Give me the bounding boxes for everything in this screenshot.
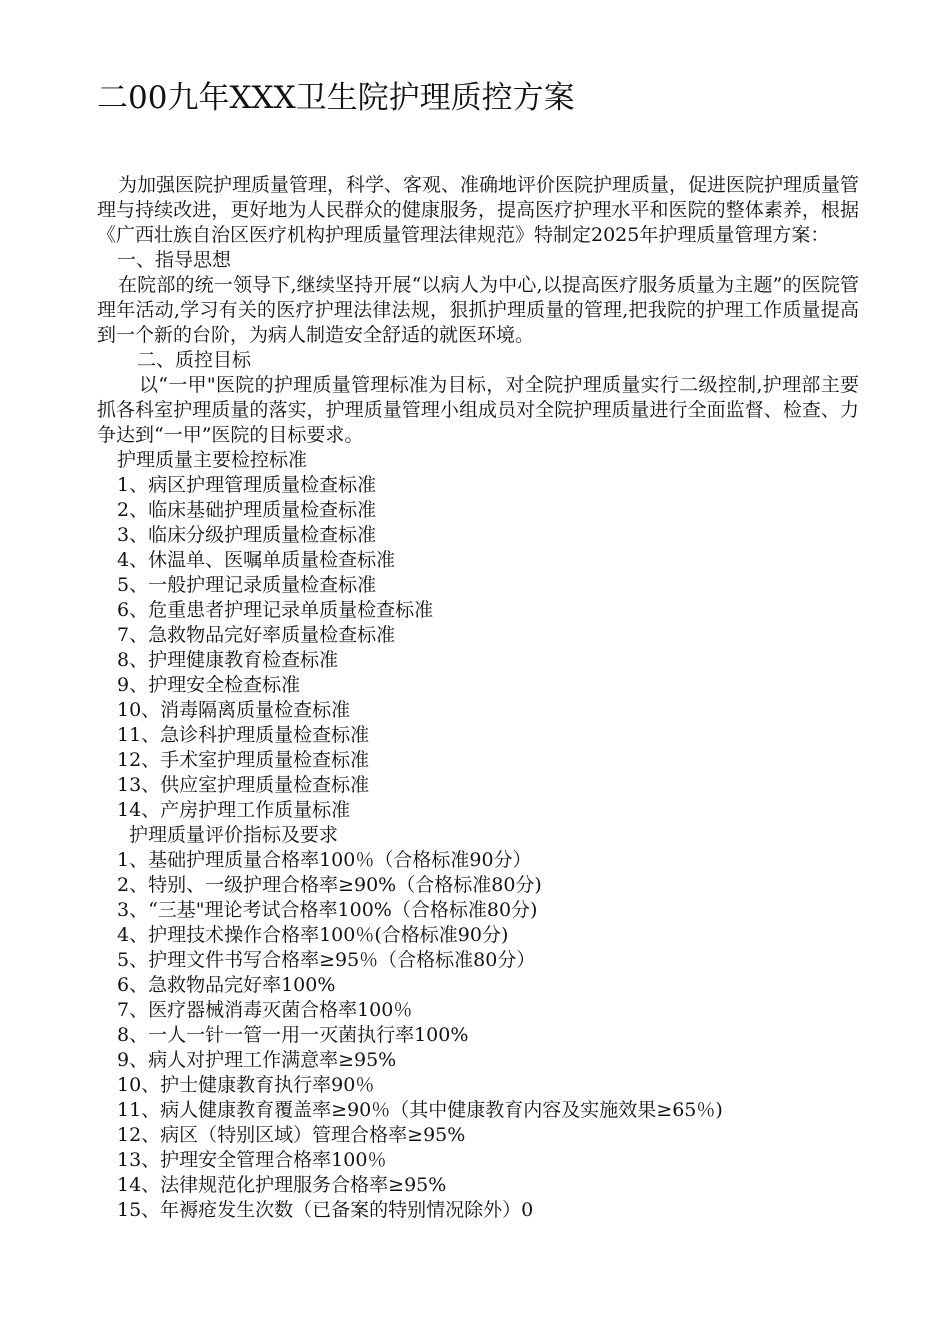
list-item: 14、法律规范化护理服务合格率≥95%	[117, 1174, 447, 1196]
list-item: 3、“三基"理论考试合格率100%（合格标准80分)	[117, 899, 538, 921]
list-item: 8、一人一针一管一用一灭菌执行率100%	[117, 1024, 469, 1046]
list-item: 12、手术室护理质量检查标准	[117, 749, 370, 771]
list-item: 7、急救物品完好率质量检查标准	[117, 624, 396, 646]
list-item: 6、危重患者护理记录单质量检查标准	[117, 599, 434, 621]
indicators-heading: 护理质量评价指标及要求	[129, 824, 339, 846]
list-item: 9、病人对护理工作满意率≥95%	[117, 1049, 397, 1071]
list-item: 2、临床基础护理质量检查标准	[117, 499, 377, 521]
list-item: 5、一般护理记录质量检查标准	[117, 574, 377, 596]
indicators-list	[97, 848, 859, 1223]
section-heading-guiding-ideology: 一、指导思想	[117, 249, 232, 271]
quality-goals-paragraph: 以“一甲"医院的护理质量管理标准为目标，对全院护理质量实行二级控制,护理部主要抓各科室护理质量的落实，护理质量管理小组成员对全院护理质量进行全面监督、检查、力争达到“一甲”医院的目标要求。	[97, 374, 859, 446]
list-item: 5、护理文件书写合格率≥95％（合格标准80分）	[117, 949, 536, 971]
standards-heading: 护理质量主要检控标准	[117, 449, 308, 471]
standards-list	[97, 473, 859, 823]
document-body	[97, 173, 859, 1223]
section-heading-quality-goals: 二、质控目标	[137, 349, 252, 371]
list-item: 13、供应室护理质量检查标准	[117, 774, 370, 796]
list-item: 15、年褥疮发生次数（已备案的特别情况除外）0	[117, 1199, 534, 1221]
list-item: 2、特别、一级护理合格率≥90%（合格标准80分)	[117, 874, 542, 896]
list-item: 1、病区护理管理质量检查标准	[117, 474, 377, 496]
list-item: 13、护理安全管理合格率100％	[117, 1149, 387, 1171]
list-item: 3、临床分级护理质量检查标准	[117, 524, 377, 546]
list-item: 4、护理技术操作合格率100％(合格标准90分)	[117, 924, 509, 946]
list-item: 11、急诊科护理质量检查标准	[117, 724, 370, 746]
list-item: 11、病人健康教育覆盖率≥90％（其中健康教育内容及实施效果≥65％)	[117, 1099, 723, 1121]
document-title: 二00九年XXX卫生院护理质控方案	[97, 80, 575, 116]
intro-paragraph: 为加强医院护理质量管理，科学、客观、准确地评价医院护理质量，促进医院护理质量管理与持续改进，更好地为人民群众的健康服务，提高医疗护理水平和医院的整体素养，根据《广西壮族自治区医疗机构护理质量管理法律规范》特制定2025年护理质量管理方案：	[97, 174, 860, 246]
list-item: 9、护理安全检查标准	[117, 674, 301, 696]
list-item: 8、护理健康教育检查标准	[117, 649, 339, 671]
list-item: 7、医疗器械消毒灭菌合格率100％	[117, 999, 413, 1021]
list-item: 1、基础护理质量合格率100％（合格标准90分）	[117, 849, 532, 871]
list-item: 12、病区（特别区域）管理合格率≥95%	[117, 1124, 466, 1146]
list-item: 10、护士健康教育执行率90％	[117, 1074, 375, 1096]
list-item: 4、休温单、医嘱单质量检查标准	[117, 549, 396, 571]
list-item: 10、消毒隔离质量检查标准	[117, 699, 351, 721]
guiding-ideology-paragraph: 在院部的统一领导下,继续坚持开展“以病人为中心,以提高医疗服务质量为主题”的医院管理年活动,学习有关的医疗护理法律法规，狠抓护理质量的管理,把我院的护理工作质量提高到一个新的台阶，为病人制造安全舒适的就医环境。	[97, 274, 859, 346]
list-item: 14、产房护理工作质量标准	[117, 799, 351, 821]
list-item: 6、急救物品完好率100%	[117, 974, 336, 996]
